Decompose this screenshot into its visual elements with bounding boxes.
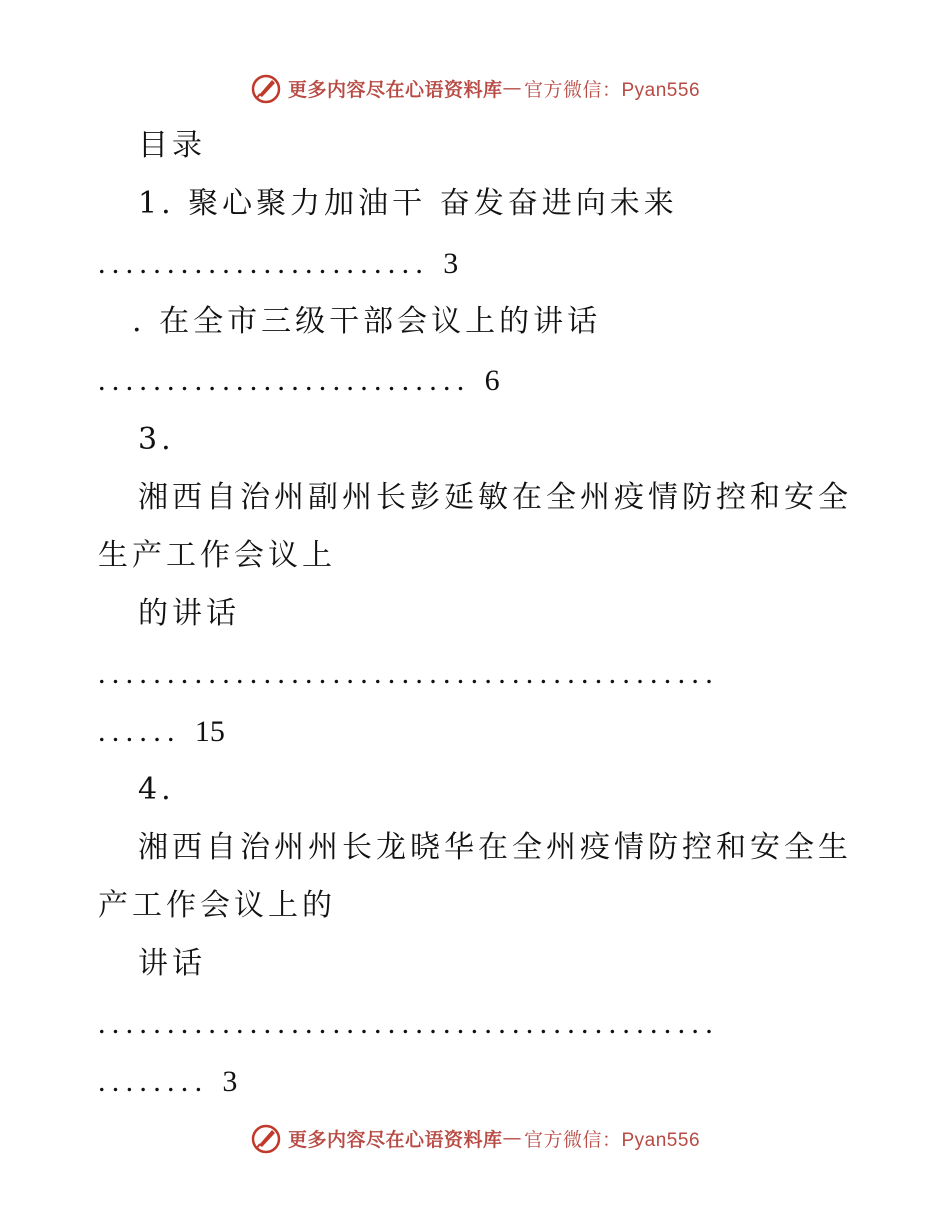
toc-entry-1: [138, 184, 678, 224]
dot-leader: ........................: [98, 247, 430, 280]
toc-leader-2: [98, 361, 500, 401]
toc-entry-4-title-line-3: 讲话: [138, 946, 206, 981]
quill-logo-icon: [250, 1122, 282, 1154]
dot-leader: ......: [98, 715, 181, 748]
toc-title: 目录: [138, 128, 206, 163]
header-watermark: [0, 72, 950, 104]
page-number: 3: [443, 247, 459, 280]
watermark-separator: —: [502, 1127, 522, 1149]
entry-title: 聚心聚力加油干 奋发奋进向未来: [188, 186, 678, 221]
toc-leader-4: .............................................: [98, 1007, 719, 1040]
page-number: 6: [484, 364, 500, 397]
watermark-contact: 官方微信：Pyan556: [524, 79, 701, 101]
toc-entry-3-title-line-3: 的讲话: [138, 596, 240, 631]
toc-entry-2: [132, 302, 601, 342]
toc-leader-3: .............................................: [98, 657, 719, 690]
watermark-separator: —: [502, 77, 522, 99]
toc-leader-3-cont: [98, 712, 225, 752]
dot-leader: ...........................: [98, 364, 471, 397]
footer-watermark: [0, 1122, 950, 1154]
watermark-contact: 官方微信：Pyan556: [524, 1129, 701, 1151]
toc-entry-3-title-line-1: 湘西自治州副州长彭延敏在全州疫情防控和安全: [138, 480, 852, 515]
page-number: 3: [222, 1065, 238, 1098]
toc-leader-4-cont: [98, 1062, 237, 1102]
page-number: 15: [194, 715, 225, 748]
watermark-site: 更多内容尽在心语资料库: [287, 1128, 503, 1151]
toc-leader-1: [98, 244, 458, 284]
toc-entry-4-title-line-1: 湘西自治州州长龙晓华在全州疫情防控和安全生: [138, 830, 852, 865]
dot-leader: ........: [98, 1065, 209, 1098]
entry-number: 1.: [138, 186, 175, 221]
entry-number: .: [132, 304, 146, 339]
watermark-site: 更多内容尽在心语资料库: [287, 78, 503, 101]
toc-entry-3-title-line-2: 生产工作会议上: [98, 538, 336, 573]
quill-logo-icon: [250, 72, 282, 104]
toc-entry-4-title-line-2: 产工作会议上的: [98, 888, 336, 923]
toc-entry-3-number: 3.: [138, 422, 175, 457]
entry-title: 在全市三级干部会议上的讲话: [159, 304, 602, 339]
toc-entry-4-number: 4.: [138, 772, 175, 807]
